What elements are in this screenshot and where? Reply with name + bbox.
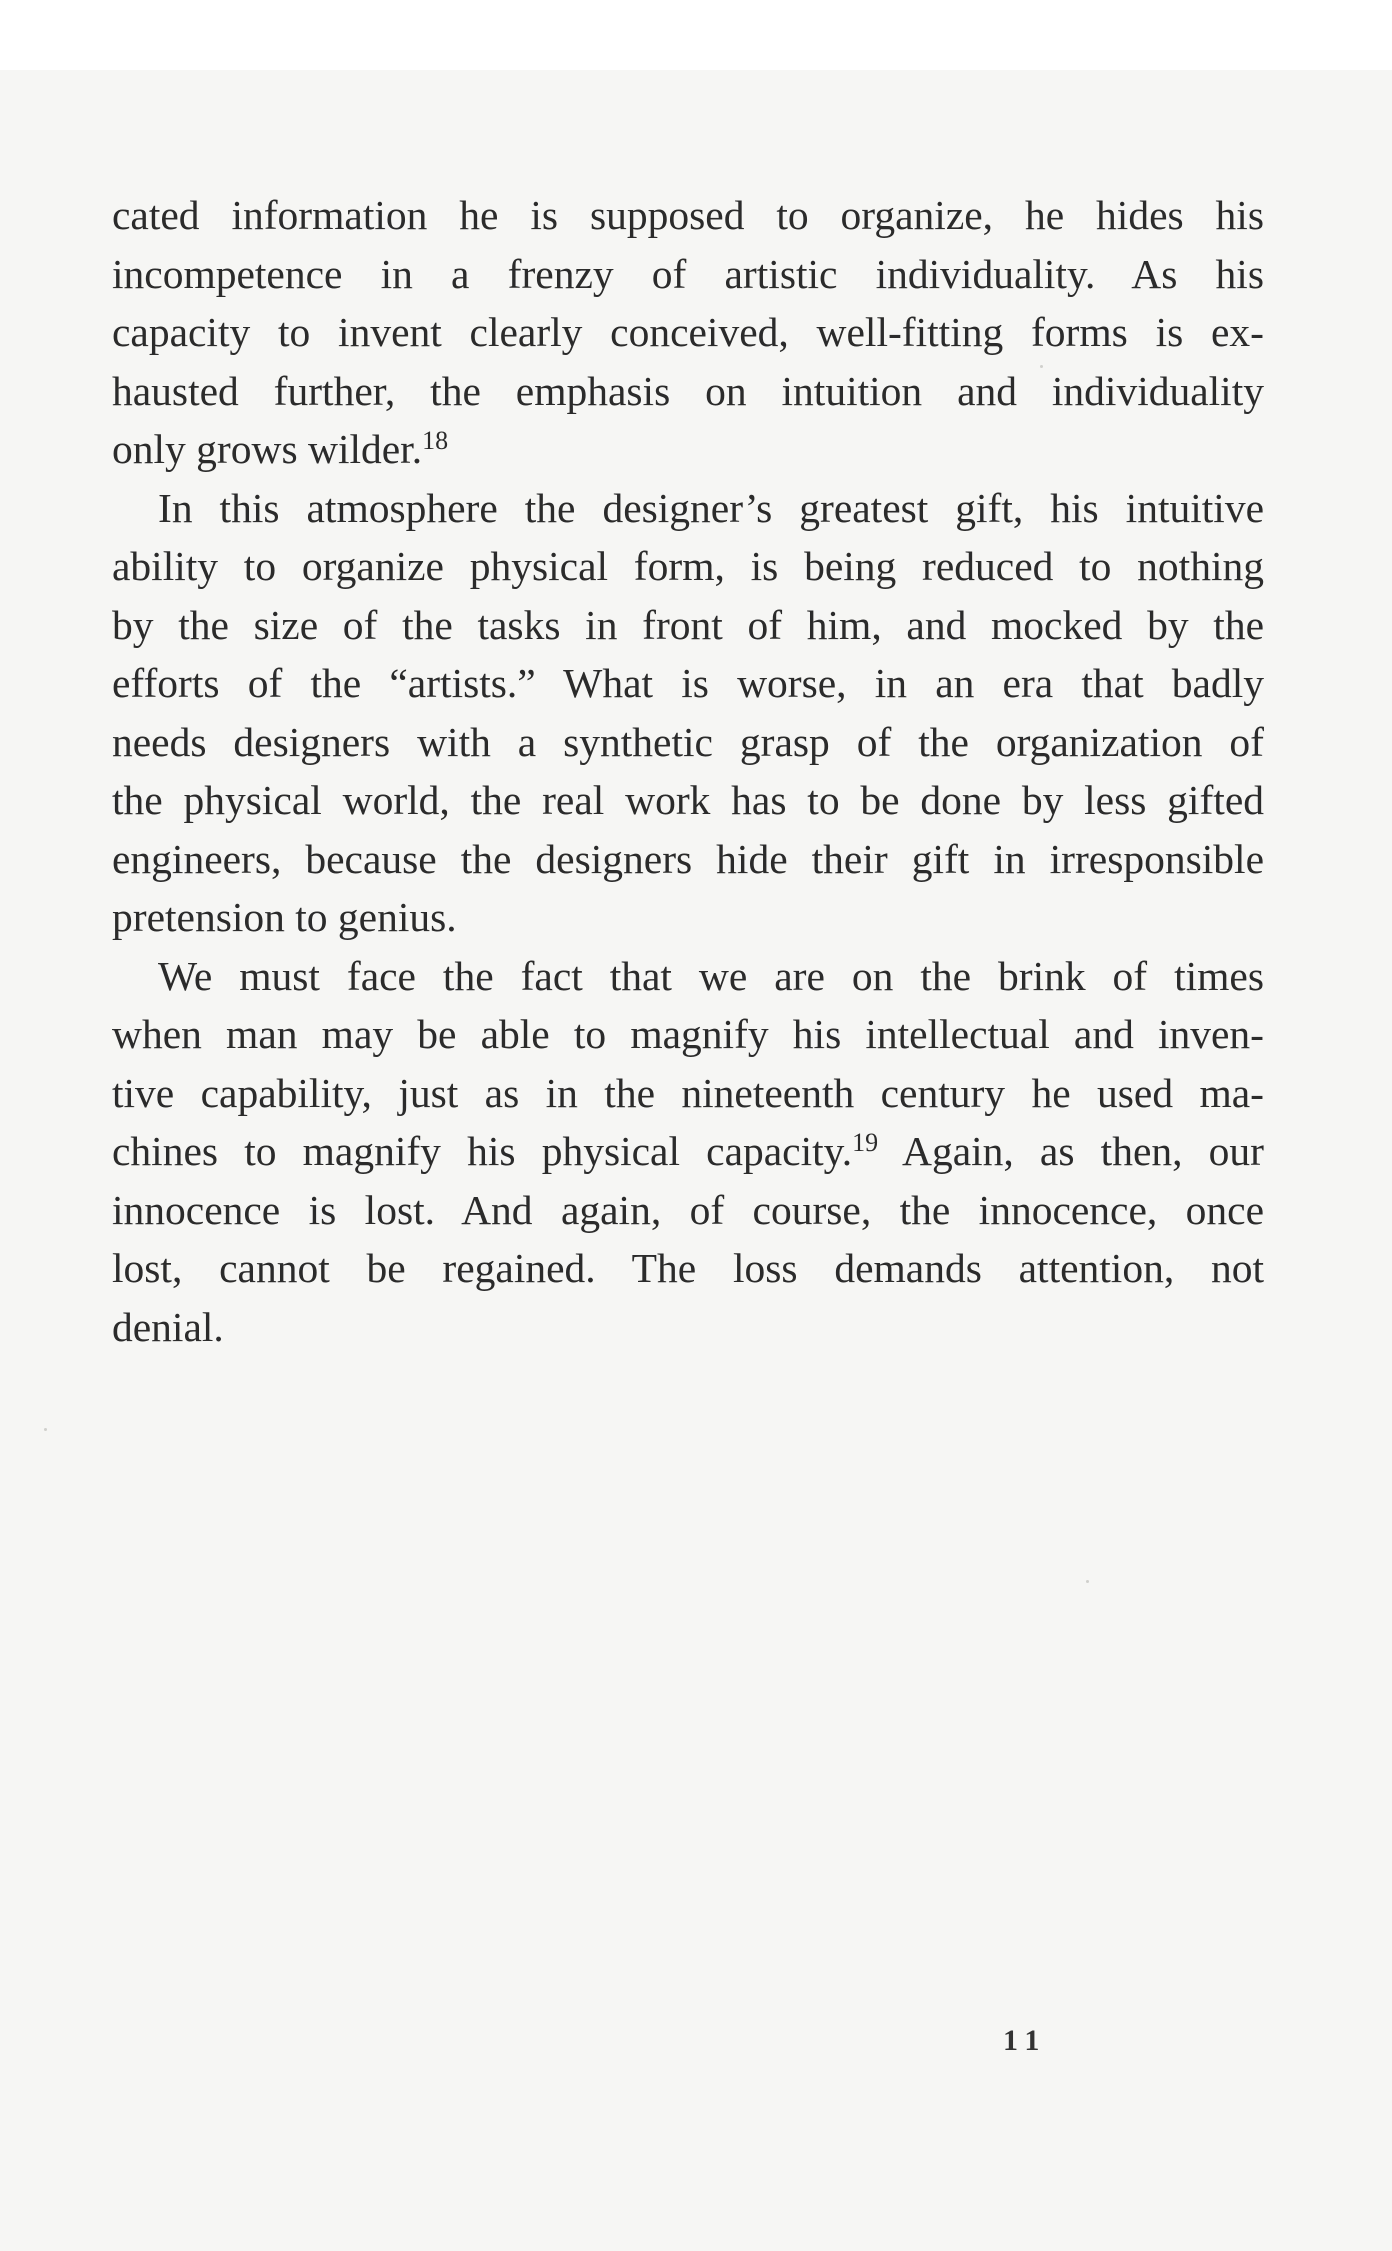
text-line: hausted further, the emphasis on intuition and individuality (112, 367, 1264, 414)
text-line: lost, cannot be regained. The loss demands attention, not (112, 1245, 1264, 1291)
text-line: when man may be able to magnify his intellectual and inven- (112, 1011, 1264, 1057)
text-line: We must face the fact that we are on the brink of times (158, 952, 1264, 999)
paragraph-2 (112, 479, 1264, 947)
text-line: In this atmosphere the designer’s greatest gift, his intuitive (158, 484, 1264, 531)
text-line: the physical world, the real work has to be done by less gifted (112, 777, 1264, 823)
footnote-marker: 19 (852, 1128, 879, 1157)
paragraph-1 (112, 186, 1264, 479)
text-line: efforts of the “artists.” What is worse, in an era that badly (112, 660, 1264, 706)
page-number: 11 (1003, 2024, 1048, 2057)
paper-speck (1086, 1580, 1089, 1583)
text-line: ability to organize physical form, is being reduced to nothing (112, 543, 1264, 589)
text-line: capacity to invent clearly conceived, well-fitting forms is ex- (112, 309, 1264, 355)
text-line (112, 420, 1264, 479)
paragraph-3 (112, 947, 1264, 1357)
text-line: innocence is lost. And again, of course, the innocence, once (112, 1186, 1264, 1233)
line-text: only grows wilder. (112, 426, 423, 472)
paper-speck (44, 1428, 47, 1431)
text-line: cated information he is supposed to organize, he hides his (112, 192, 1264, 238)
body-text (112, 186, 1264, 1356)
line-text: chines to magnify his physical capacity. (112, 1128, 853, 1174)
text-line: pretension to genius. (112, 894, 457, 940)
text-line: by the size of the tasks in front of him, and mocked by the (112, 601, 1264, 648)
text-line: tive capability, just as in the nineteenth century he used ma- (112, 1069, 1264, 1116)
text-line: needs designers with a synthetic grasp of the organization of (112, 718, 1264, 765)
text-line: incompetence in a frenzy of artistic individuality. As his (112, 250, 1264, 297)
footnote-marker: 18 (422, 426, 449, 455)
line-text: Again, as then, our (878, 1128, 1264, 1174)
text-line: engineers, because the designers hide their gift in irresponsible (112, 835, 1264, 882)
text-line: denial. (112, 1303, 224, 1350)
text-line (112, 1122, 1264, 1181)
